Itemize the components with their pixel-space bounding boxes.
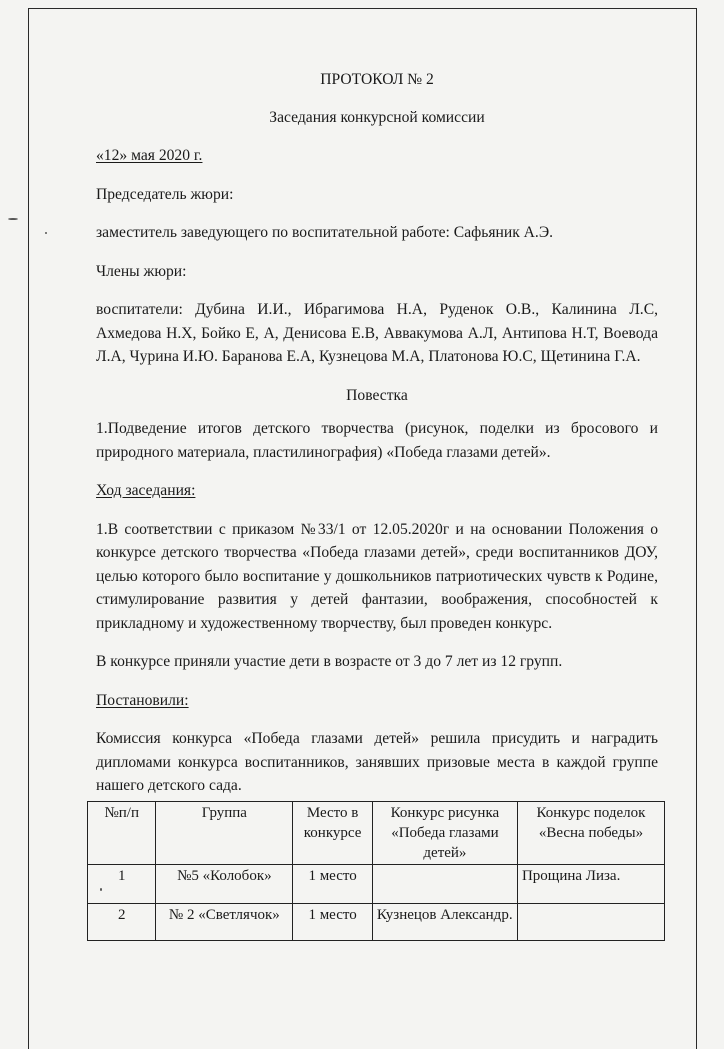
resolution-text: Комиссия конкурса «Победа глазами детей» решила присудить и наградить дипломами конкурса воспитанников, занявших призовые места в каждой группе нашего детского сада.	[96, 730, 658, 794]
results-table	[87, 801, 665, 941]
participants-text: В конкурсе приняли участие дети в возрасте от 3 до 7 лет из 12 групп.	[96, 653, 563, 670]
scan-speck	[8, 218, 18, 220]
proceedings-text: 1.В соответствии с приказом №33/1 от 12.05.2020г и на основании Положения о конкурсе детского творчества «Победа глазами детей», среди воспитанников ДОУ, целью которого было воспитание у дошкольников патриотических чувств к Родине, стимулирование развития у детей фантазии, воображения, способностей к прикладному и художественному творчеству, был проведен конкурс.	[96, 520, 658, 632]
header-place: Место в конкурсе	[293, 802, 373, 865]
chairman-text: заместитель заведующего по воспитательной работе: Сафьяник А.Э.	[96, 224, 554, 241]
chairman-label: Председатель жюри:	[96, 185, 234, 203]
cell-drawing: Кузнецов Александр.	[372, 904, 517, 941]
header-group: Группа	[156, 802, 293, 865]
cell-number: 2	[88, 904, 156, 941]
resolution-heading: Постановили:	[96, 691, 189, 709]
meeting-date: «12» мая 2020 г.	[96, 147, 203, 164]
document-body	[96, 68, 658, 813]
table-header-row	[88, 802, 665, 865]
cell-craft: Прощина Лиза.	[517, 865, 664, 904]
header-drawing: Конкурс рисунка «Победа глазами детей»	[372, 802, 517, 865]
cell-number: 1	[88, 865, 156, 904]
members-label: Члены жюри:	[96, 262, 187, 280]
cell-group: № 2 «Светлячок»	[156, 904, 293, 941]
header-craft: Конкурс поделок «Весна победы»	[517, 802, 664, 865]
header-number: №п/п	[88, 802, 156, 865]
cell-group: №5 «Колобок»	[156, 865, 293, 904]
table-row	[88, 904, 665, 941]
document-title: ПРОТОКОЛ № 2	[320, 71, 434, 88]
cell-place: 1 место	[293, 865, 373, 904]
document-subtitle: Заседания конкурсной комиссии	[269, 108, 485, 126]
cell-drawing	[372, 865, 517, 904]
cell-craft	[517, 904, 664, 941]
agenda-heading: Повестка	[346, 386, 408, 404]
agenda-text: 1.Подведение итогов детского творчества (рисунок, поделки из бросового и природного материала, пластилинография) «Победа глазами детей».	[96, 420, 658, 461]
proceedings-heading: Ход заседания:	[96, 482, 196, 499]
cell-place: 1 место	[293, 904, 373, 941]
scan-speck	[45, 232, 47, 234]
members-text: воспитатели: Дубина И.И., Ибрагимова Н.А, Руденок О.В., Калинина Л.С, Ахмедова Н.Х, Бойко Е, А, Денисова Е.В, Аввакумова А.Л, Антипова Н.Т, Воевода Л.А, Чурина И.Ю. Баранова Е.А, Кузнецова М.А, Платонова Ю.С, Щетинина Г.А.	[96, 301, 658, 365]
table-row	[88, 865, 665, 904]
